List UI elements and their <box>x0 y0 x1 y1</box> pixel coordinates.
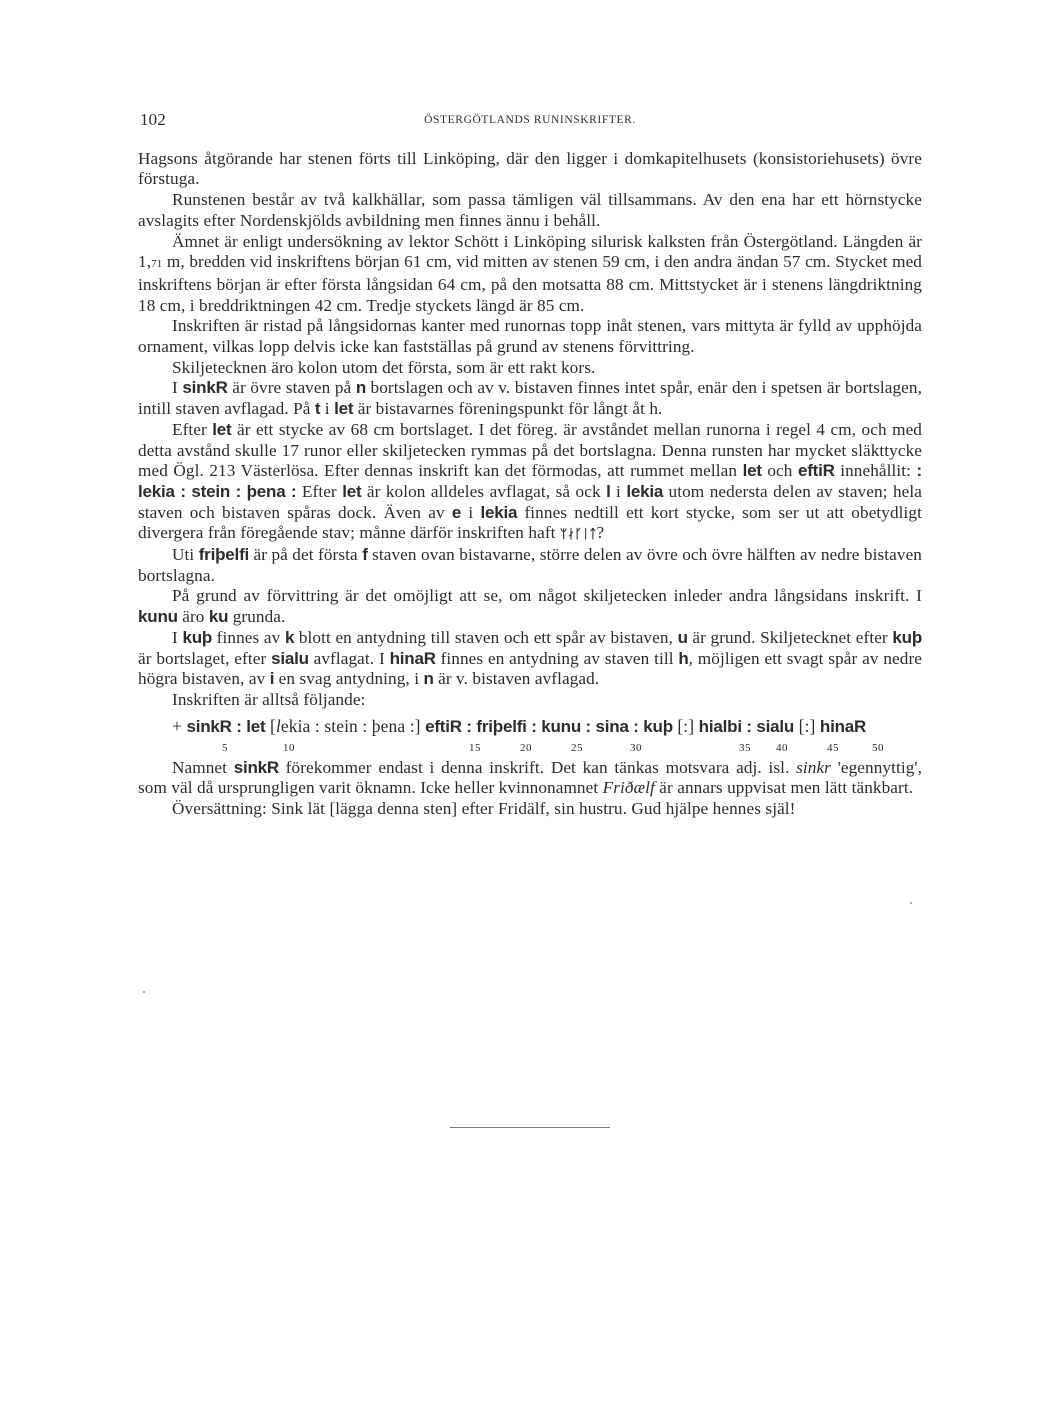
text: På grund av förvittring är det omöjligt att se, om något skiljetecken inleder andra långsidans inskrift. I <box>172 586 922 606</box>
rune-transliteration: sinkR <box>233 757 279 777</box>
text: finnes en antydning av staven till <box>435 648 679 668</box>
text: [ <box>265 715 276 736</box>
text: är övre staven på <box>227 378 356 398</box>
rune-transliteration: hinaR <box>819 716 867 736</box>
text: är bistavarnes föreningspunkt för långt åt h. <box>353 399 663 419</box>
rune-transliteration: u <box>677 627 688 647</box>
text: I <box>172 378 183 398</box>
rune-number: 50 <box>872 741 884 754</box>
page-number: 102 <box>140 110 166 129</box>
rune-transliteration: kuþ <box>892 627 922 647</box>
paragraph <box>138 378 922 419</box>
rune-transliteration: t <box>314 399 321 419</box>
text: 'egennyttig', som väl då ursprungligen varit öknamn. Icke heller kvinnonamnet <box>138 757 922 798</box>
text: äro <box>177 607 209 627</box>
rune-transliteration: l <box>606 481 611 501</box>
paragraph <box>138 758 922 799</box>
text: bortslagen och av v. bistaven finnes intet spår, enär den i spetsen är bortslagen, intill staven avflagad. På <box>138 378 922 419</box>
paragraph: Hagsons åtgörande har stenen förts till Linköping, där den ligger i domkapitelhusets (konsistoriehusets) övre förstuga. <box>138 148 922 189</box>
rune-transliteration: sialu <box>271 648 309 668</box>
rune-transliteration: let <box>742 461 762 481</box>
rune-transliteration: kunu <box>138 607 178 627</box>
transliteration-line <box>172 715 922 738</box>
rune-number: 10 <box>283 741 295 754</box>
paragraph: Inskriften är alltså följande: <box>172 689 366 709</box>
rune-transliteration: n <box>355 378 366 398</box>
rune-transliteration: kuþ <box>182 627 213 647</box>
rune-transliteration: f <box>362 545 368 565</box>
rune-number: 20 <box>520 741 532 754</box>
rune-transliteration: n <box>423 669 434 689</box>
rune-transliteration: sinkR <box>182 378 228 398</box>
text: [:] <box>672 715 699 736</box>
transliteration-block <box>138 715 922 754</box>
text: är på det första <box>249 545 363 565</box>
paragraph: Inskriften är ristad på långsidornas kanter med runornas topp inåt stenen, vars mittyta är fylld av upphöjda ornament, vilkas lopp delvis icke kan fastställas på grund av stenens förvittring. <box>138 316 922 357</box>
text: innehållit: <box>834 461 917 481</box>
scan-speck <box>143 991 145 993</box>
rune-transliteration: sinkR : let <box>186 716 266 736</box>
text: blott en antydning till staven och ett spår av bistaven, <box>294 627 678 647</box>
text: är kolon alldeles avflagat, så ock <box>361 481 607 501</box>
text: Namnet <box>172 757 234 777</box>
rune-transliteration: k <box>284 627 295 647</box>
text: är v. bistaven avflagad. <box>433 669 600 689</box>
rune-transliteration: hialbi : sialu <box>698 716 795 736</box>
text: staven ovan bistavarne, större delen av övre och övre hälften av nedre bistaven bortslagna. <box>138 545 922 585</box>
text: är annars uppvisat men lätt tänkbart. <box>654 778 914 798</box>
text: är grund. Skiljetecknet efter <box>687 627 893 647</box>
rune-transliteration: lekia <box>480 502 518 522</box>
text: Ämnet är enligt undersökning av lektor Schött i Linköping silurisk kalksten från Östergötland. Längden är 1, <box>138 231 922 272</box>
rune-transliteration: hinaR <box>389 648 436 668</box>
paragraph: Runstenen består av två kalkhällar, som passa tämligen väl tillsammans. Av den ena har ett hörnstycke avslagits efter Nordenskjölds avbildning men finnes ännu i behåll. <box>138 190 922 230</box>
text: m, bredden vid inskriftens början 61 cm, vid mitten av stenen 59 cm, i den andra ändan 57 cm. Stycket med inskriftens början är efter första långsidan 64 cm, på den motsatta 88 cm. Mittstycket är i stenens längdriktning 18 cm, i breddriktningen 42 cm. Tredje styckets längd är 85 cm. <box>138 252 922 315</box>
text: Efter <box>296 481 343 501</box>
rune-transliteration: let <box>342 481 362 501</box>
rune-transliteration: ku <box>208 607 229 627</box>
text: Efter <box>172 419 213 439</box>
paragraph <box>138 586 922 627</box>
rune-transliteration: e <box>451 502 462 522</box>
rune-number: 45 <box>827 741 839 754</box>
text: I <box>172 627 183 647</box>
paragraph <box>138 420 922 545</box>
text: ? <box>596 523 605 543</box>
paragraph <box>138 545 922 586</box>
text: avflagat. I <box>308 648 390 668</box>
rune-transliteration: h <box>678 648 689 668</box>
rune-transliteration: eftiR <box>797 461 835 481</box>
text: finnes nedtill ett kort stycke, som ser ut att obetydligt divergera från föregående stav; månne därför inskriften haft <box>138 502 923 543</box>
text: utom nedersta delen av staven; hela staven och bistaven spåras dock. Även av <box>138 481 922 522</box>
rune-number: 5 <box>222 741 228 754</box>
paragraph: Översättning: Sink lät [lägga denna sten] efter Fridälf, sin hustru. Gud hjälpe hennes själ! <box>172 799 796 819</box>
text: i <box>320 399 335 419</box>
text: en svag antydning, i <box>274 669 424 689</box>
rune-number: 40 <box>776 741 788 754</box>
footer-rule <box>450 1127 610 1128</box>
text: är ett stycke av 68 cm bortslaget. I det föreg. är avståndet mellan runorna i regel 4 cm, och med detta avstånd skulle 17 runor eller skiljetecken rymmas på det bortslagna. Denna runsten har mycket släkttycke med Ögl. 213 Västerlösa. Efter dennas inskrift kan det förmodas, att rummet mellan <box>138 419 922 481</box>
paragraph: Skiljetecknen äro kolon utom det första, som är ett rakt kors. <box>172 357 596 377</box>
rune-transliteration: friþelfi <box>198 545 250 565</box>
text: är bortslaget, efter <box>138 648 272 668</box>
rune-transliteration: i <box>269 669 275 689</box>
page-text <box>138 110 922 820</box>
italic-text: sinkr <box>796 757 831 777</box>
rune-transliteration: lekia <box>626 481 664 501</box>
running-head <box>138 110 922 131</box>
rune-transliteration: : lekia : stein : þena : <box>138 461 922 501</box>
rune-glyphs: ᛘᛅᚴᛁᛏ <box>559 527 597 542</box>
text: och <box>761 461 798 481</box>
text: , möjligen ett svagt spår av nedre högra bistaven, av <box>138 648 922 689</box>
text: finnes av <box>212 627 285 647</box>
scan-speck <box>910 902 912 904</box>
text: i <box>461 502 481 522</box>
rune-transliteration: eftiR : friþelfi : kunu : sina : kuþ <box>425 716 673 736</box>
text: ekia : stein : þena :] <box>280 715 426 736</box>
text: grunda. <box>228 607 286 627</box>
text: förekommer endast i denna inskrift. Det kan tänkas motsvara adj. isl. <box>279 757 797 777</box>
text: + <box>172 715 187 736</box>
rune-number: 30 <box>630 741 642 754</box>
subscript-number: 71 <box>151 258 163 271</box>
rune-transliteration: let <box>334 399 354 419</box>
italic-text: Friðælf <box>602 778 655 798</box>
rune-number: 25 <box>571 741 583 754</box>
text: Uti <box>172 545 199 565</box>
paragraph <box>138 628 922 690</box>
running-title: ÖSTERGÖTLANDS RUNINSKRIFTER. <box>424 114 636 126</box>
italic-text: l <box>275 715 281 736</box>
rune-count-numbers <box>172 738 922 754</box>
rune-number: 15 <box>469 741 481 754</box>
text: i <box>610 481 627 501</box>
rune-transliteration: let <box>212 419 232 439</box>
paragraph <box>138 232 922 317</box>
rune-number: 35 <box>739 741 751 754</box>
text: [:] <box>794 715 820 736</box>
